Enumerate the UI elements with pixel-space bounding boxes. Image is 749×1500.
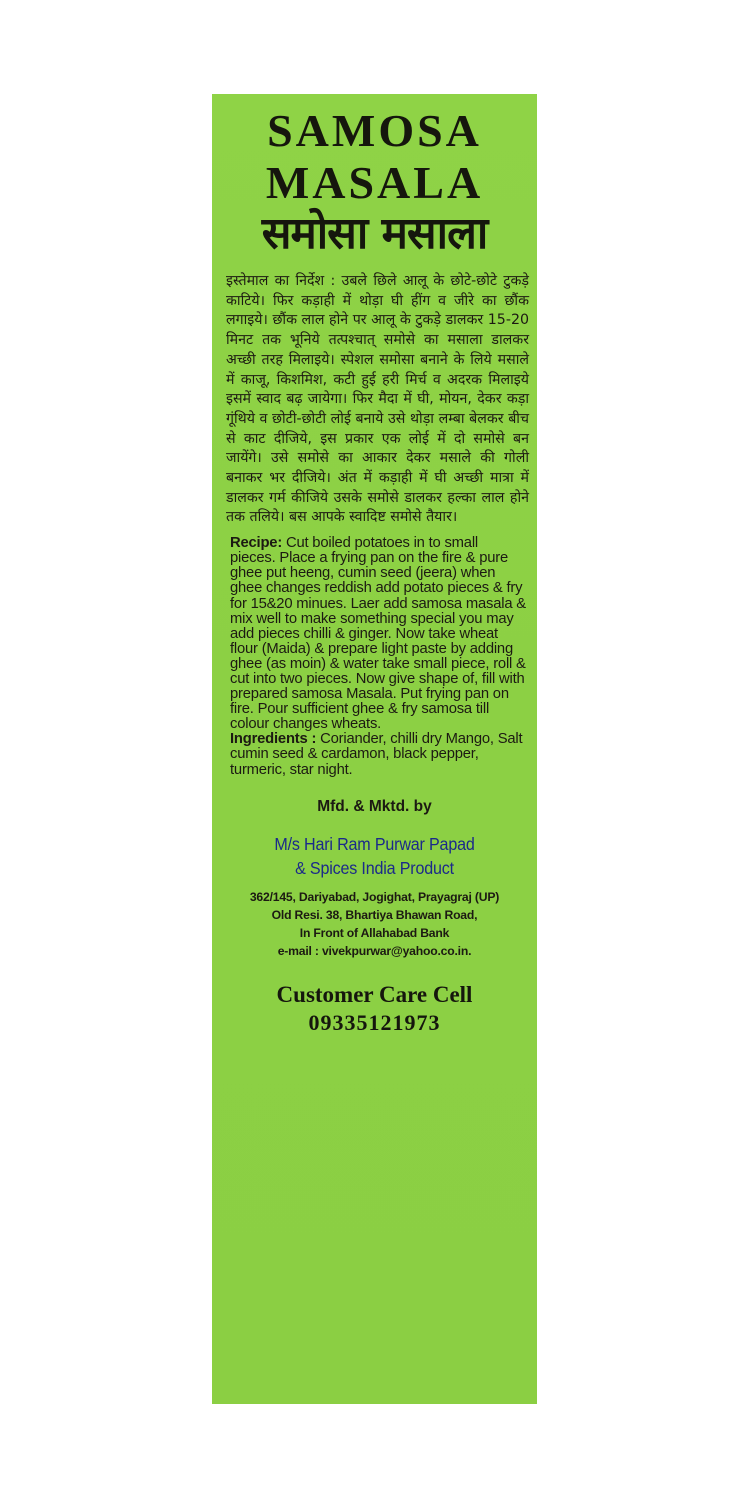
hindi-instructions: इस्तेमाल का निर्देश : उबले छिले आलू के छोटे-छोटे टुकड़े काटिये। फिर कड़ाही में थोड़ा घी हींग व जीरे का छौंक लगाइये। छौंक लाल होने पर आलू के टुकड़े डालकर 15-20 मिनट तक भूनिये तत्पश्चात् समोसे का मसाला डालकर अच्छी तरह मिलाइये। स्पेशल समोसा बनाने के लिये मसाले में काजू, किशमिश, कटी हुई हरी मिर्च व अदरक मिलाइये इसमें स्वाद बढ़ जायेगा। फिर मैदा में घी, मोयन, देकर कड़ा गूंथिये व छोटी-छोटी लोई बनाये उसे थोड़ा लम्बा बेलकर बीच से काट दीजिये, इस प्रकार एक लोई में दो समोसे बन जायेंगे। उसे समोसे का आकार देकर मसाले की गोली बनाकर भर दीजिये। अंत में कड़ाही में घी अच्छी मात्रा में डालकर गर्म कीजिये उसके समोसे डालकर हल्का लाल होने तक तलिये। बस आपके स्वादिष्ट समोसे तैयार। <box>226 273 529 526</box>
ingredients-label: Ingredients : <box>230 731 317 748</box>
label-panel <box>212 94 537 1404</box>
address-line3: In Front of Allahabad Bank <box>299 925 450 940</box>
customer-care-phone: 09335121973 <box>308 1009 441 1035</box>
company-line1: M/s Hari Ram Purwar Papad <box>274 833 475 854</box>
customer-care-title: Customer Care Cell <box>276 981 473 1007</box>
recipe-paragraph <box>230 536 527 732</box>
address-line1: 362/145, Dariyabad, Jogighat, Prayagraj (UP) <box>249 889 500 904</box>
email-line: e-mail : vivekpurwar@yahoo.co.in. <box>277 943 472 958</box>
company-address <box>212 888 537 960</box>
title-english-line2: MASALA <box>265 157 484 208</box>
recipe-label: Recipe: <box>230 535 283 552</box>
title-hindi: समोसा मसाला <box>261 208 488 259</box>
company-line2: & Spices India Product <box>295 857 454 878</box>
title-english-line1: SAMOSA <box>267 105 482 156</box>
ingredients-text: Coriander, chilli dry Mango, Salt cumin seed & cardamon, black pepper, turmeric, star night. <box>230 731 523 778</box>
address-line2: Old Resi. 38, Bhartiya Bhawan Road, <box>271 907 478 922</box>
company-name <box>225 832 524 880</box>
mfd-label: Mfd. & Mktd. by <box>317 797 432 815</box>
ingredients-paragraph <box>230 732 527 777</box>
recipe-text: Cut boiled potatoes in to small pieces. Place a frying pan on the fire & pure ghee put heeng, cumin seed (jeera) when ghee changes reddish add potato pieces & fry for 15&20 minues. Laer add samosa masala & mix well to make something special you may add pieces chilli & ginger. Now take wheat flour (Maida) & prepare light paste by adding ghee (as moin) & water take small piece, roll & cut into two pieces. Now give shape of, fill with prepared samosa Masala. Put frying pan on fire. Pour sufficient ghee & fry samosa till colour changes wheats. <box>230 535 526 733</box>
